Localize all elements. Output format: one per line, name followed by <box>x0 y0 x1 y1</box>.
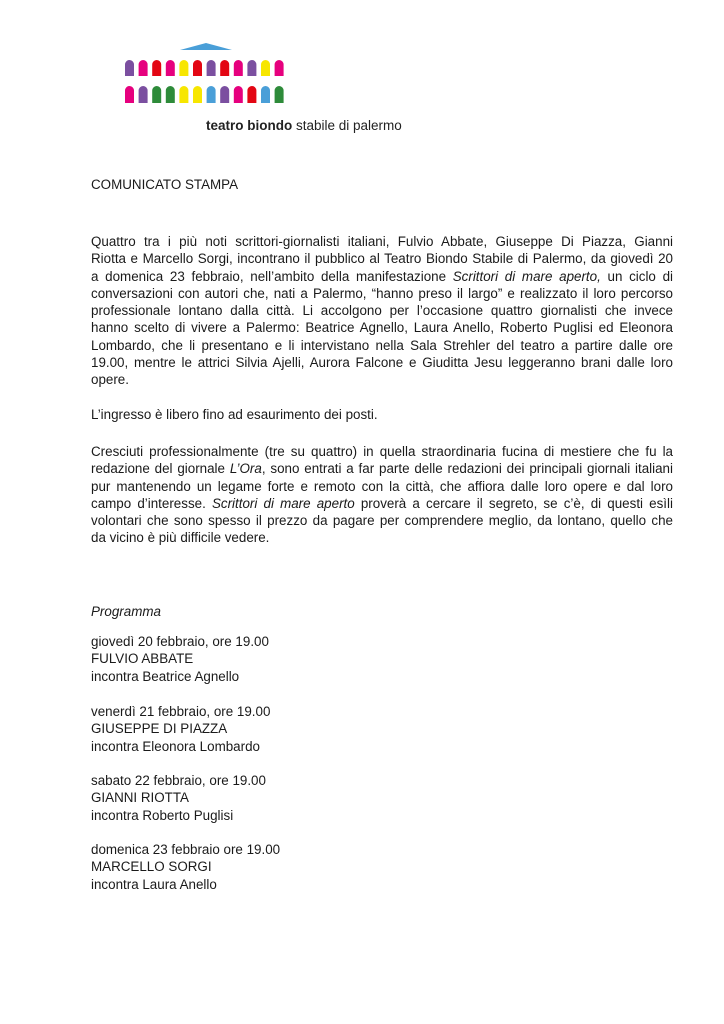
logo-column <box>179 60 188 76</box>
logo-column <box>220 86 229 103</box>
logo-column <box>125 86 134 103</box>
event-author: MARCELLO SORGI <box>91 859 212 875</box>
background-line: pur mantenendo un legame forte e remoto con la città, che affiora dalle loro opere e dal loro <box>91 478 673 494</box>
festival-title: Scrittori di mare aperto, <box>452 268 601 284</box>
heading-text: COMUNICATO STAMPA <box>91 177 239 192</box>
logo-column <box>139 86 148 103</box>
logo-column <box>166 86 175 103</box>
logo-column <box>275 60 284 76</box>
brand-name-bold: teatro biondo <box>206 118 293 133</box>
event-date: domenica 23 febbraio ore 19.00 <box>91 842 281 857</box>
intro-line: hanno scelto di vivere a Palermo: Beatrice Agnello, Laura Anello, Roberto Puglisi ed Eleonora <box>91 320 673 336</box>
logo-column <box>152 86 161 103</box>
background-line: Cresciuti professionalmente (tre su quattro) in quella straordinaria fucina di mestiere che fu la <box>91 444 673 459</box>
logo-column <box>166 60 175 76</box>
program-event <box>91 772 673 824</box>
logo-column <box>247 86 256 103</box>
logo-column <box>234 86 243 103</box>
logo-column <box>234 60 243 76</box>
brand-name <box>206 118 402 133</box>
background-line: volontari che sono spesso il prezzo da pagare per comprendere meglio, da lontano, quello che <box>91 513 673 529</box>
logo-column <box>193 86 202 103</box>
event-guest: incontra Laura Anello <box>91 876 217 892</box>
event-date: venerdì 21 febbraio, ore 19.00 <box>91 704 271 719</box>
event-date: sabato 22 febbraio, ore 19.00 <box>91 773 266 788</box>
logo-column <box>207 60 216 76</box>
theatre-facade-icon <box>124 42 294 108</box>
program-title <box>91 603 673 620</box>
intro-line: professionale lontano dalla città. Li accolgono per l’occasione quattro giornalisti che invece <box>91 303 673 319</box>
logo-column <box>275 86 284 103</box>
logo-column <box>261 60 270 76</box>
program-event <box>91 841 673 893</box>
program-event <box>91 703 673 755</box>
logo-roof <box>180 43 232 50</box>
logo-column <box>207 86 216 103</box>
admission-text: L’ingresso è libero fino ad esaurimento dei posti. <box>91 407 378 422</box>
paragraph-admission <box>91 406 673 423</box>
event-guest: incontra Roberto Puglisi <box>91 807 234 823</box>
intro-line: 19.00, mentre le attrici Silvia Ajelli, Aurora Falcone e Giuditta Jesu leggeranno brani dalle loro <box>91 355 673 371</box>
program-title-text: Programma <box>91 604 161 619</box>
event-date: giovedì 20 febbraio, ore 19.00 <box>91 634 269 649</box>
event-author: GIANNI RIOTTA <box>91 790 189 806</box>
logo-column <box>152 60 161 76</box>
logo-columns-bottom <box>125 86 284 103</box>
event-guest: incontra Eleonora Lombardo <box>91 738 260 754</box>
background-line: da vicino è più difficile vedere. <box>91 530 270 546</box>
logo-column <box>193 60 202 76</box>
brand-name-rest: stabile di palermo <box>292 118 402 133</box>
intro-line: Riotta e Marcello Sorgi, incontrano il pubblico al Teatro Biondo Stabile di Palermo, da giovedì 20 <box>91 251 673 267</box>
intro-line: conversazioni con autori che, nati a Palermo, “hanno preso il largo” e realizzato il loro percorso <box>91 285 673 301</box>
background-line-part: campo d’interesse. <box>91 495 212 511</box>
intro-line-part: a domenica 23 febbraio, nell’ambito della manifestazione <box>91 268 453 284</box>
background-line-part: proverà a cercare il segreto, se c’è, di questi esìli <box>354 495 673 511</box>
logo-column <box>139 60 148 76</box>
intro-line <box>91 268 673 285</box>
background-line <box>91 495 673 512</box>
logo-column <box>220 60 229 76</box>
intro-line: opere. <box>91 372 129 388</box>
event-guest: incontra Beatrice Agnello <box>91 668 240 684</box>
paragraph-background <box>91 443 673 547</box>
logo-column <box>261 86 270 103</box>
logo-columns-top <box>125 60 284 76</box>
festival-title: Scrittori di mare aperto <box>211 495 355 511</box>
paragraph-intro <box>91 233 673 389</box>
event-author: GIUSEPPE DI PIAZZA <box>91 721 228 737</box>
intro-line-part: un ciclo di <box>600 268 673 284</box>
program-event <box>91 633 673 685</box>
background-line <box>91 460 673 477</box>
intro-line: Quattro tra i più noti scrittori-giornalisti italiani, Fulvio Abbate, Giuseppe Di Piazza, Gianni <box>91 234 673 249</box>
event-author: FULVIO ABBATE <box>91 651 194 667</box>
background-line-part: redazione del giornale <box>91 461 230 477</box>
document-heading <box>91 176 673 193</box>
logo-column <box>247 60 256 76</box>
intro-line: Lombardo, che li presentano e li intervistano nella Sala Strehler del teatro a partire dalle ore <box>91 337 673 353</box>
newspaper-title: L’Ora <box>229 461 262 477</box>
logo-column <box>179 86 188 103</box>
background-line-part: , sono entrati a far parte delle redazioni dei principali giornali italiani <box>261 461 673 477</box>
logo-column <box>125 60 134 76</box>
